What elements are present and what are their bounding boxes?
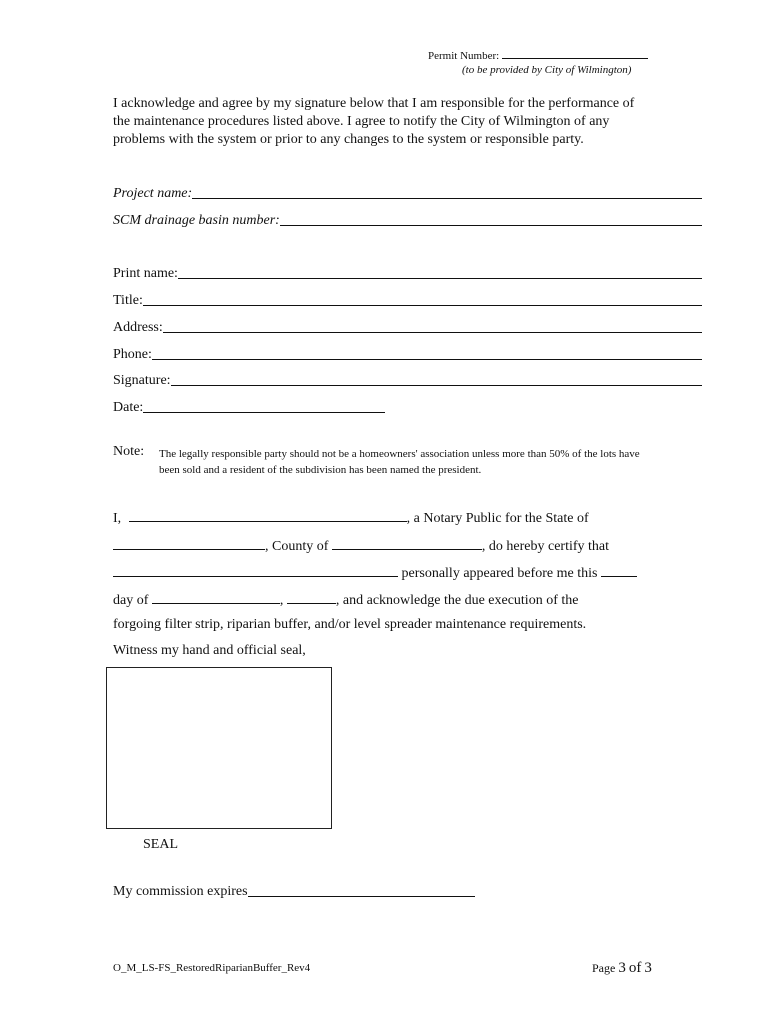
seal-box	[106, 667, 332, 829]
certify-text: , do hereby certify that	[481, 539, 610, 554]
permit-number-label: Permit Number:	[428, 50, 500, 62]
note-text: The legally responsible party should not be a homeowners' association unless more than 50% of the lots have been sold and a resident of the subdivision has been named the president.	[159, 448, 640, 476]
notary-line-5: forgoing filter strip, riparian buffer, and/or level spreader maintenance requirements.	[113, 617, 587, 632]
notary-public-text: , a Notary Public for the State of	[406, 511, 589, 526]
page-number	[592, 960, 652, 977]
signature-label: Signature:	[113, 373, 171, 388]
project-name-line[interactable]	[192, 184, 702, 199]
title-label: Title:	[113, 293, 143, 308]
commission-field	[113, 883, 475, 900]
appeared-name-blank[interactable]	[113, 563, 398, 577]
seal-label: SEAL	[143, 837, 178, 852]
phone-field	[113, 345, 702, 363]
project-name-label: Project name:	[113, 186, 193, 201]
page-total: 3	[644, 960, 652, 976]
signature-field	[113, 371, 702, 389]
notary-county-blank[interactable]	[332, 536, 482, 550]
page-of: of	[628, 960, 642, 976]
notary-line-4	[113, 590, 578, 609]
scm-basin-label: SCM drainage basin number:	[113, 213, 280, 228]
notary-state-blank[interactable]	[113, 536, 265, 550]
address-label: Address:	[113, 320, 163, 335]
print-name-line[interactable]	[178, 264, 702, 279]
phone-line[interactable]	[152, 345, 702, 360]
signature-line[interactable]	[171, 371, 702, 386]
page-word: Page	[592, 961, 616, 975]
notary-line-6: Witness my hand and official seal,	[113, 643, 306, 658]
acknowledgment-paragraph: I acknowledge and agree by my signature below that I am responsible for the performance of the maintenance procedures listed above. I agree to notify the City of Wilmington of any problems with the system or prior to any changes to the system or responsible party.	[113, 96, 635, 147]
commission-label: My commission expires	[113, 884, 248, 899]
notary-i-text: I,	[113, 511, 122, 526]
print-name-label: Print name:	[113, 266, 178, 281]
notary-line-1	[113, 508, 589, 527]
appeared-day-blank[interactable]	[601, 563, 637, 577]
address-line[interactable]	[163, 318, 702, 333]
acknowledge-text: , and acknowledge the due execution of the	[335, 593, 579, 608]
notary-name-blank[interactable]	[129, 508, 407, 522]
day-of-text: day of	[113, 593, 149, 608]
permit-number-line[interactable]	[502, 47, 648, 59]
year-blank[interactable]	[287, 590, 336, 604]
date-field	[113, 398, 385, 416]
title-line[interactable]	[143, 291, 702, 306]
permit-number	[428, 47, 648, 62]
date-label: Date:	[113, 400, 144, 415]
phone-label: Phone:	[113, 347, 152, 362]
note-label: Note:	[113, 444, 145, 459]
notary-line-2	[113, 536, 609, 555]
notary-line-3	[113, 563, 637, 582]
appeared-text: personally appeared before me this	[401, 566, 598, 581]
commission-line[interactable]	[248, 883, 475, 897]
title-field	[113, 291, 702, 309]
scm-basin-line[interactable]	[280, 211, 702, 226]
address-field	[113, 318, 702, 336]
month-blank[interactable]	[152, 590, 280, 604]
print-name-field	[113, 264, 702, 282]
county-of-text: , County of	[265, 539, 329, 554]
date-line[interactable]	[143, 398, 385, 413]
date-separator: ,	[279, 593, 284, 608]
page-current: 3	[618, 960, 626, 976]
document-id: O_M_LS-FS_RestoredRiparianBuffer_Rev4	[113, 962, 311, 974]
project-name-field	[113, 184, 702, 202]
permit-number-note: (to be provided by City of Wilmington)	[462, 64, 632, 76]
scm-basin-field	[113, 211, 702, 229]
